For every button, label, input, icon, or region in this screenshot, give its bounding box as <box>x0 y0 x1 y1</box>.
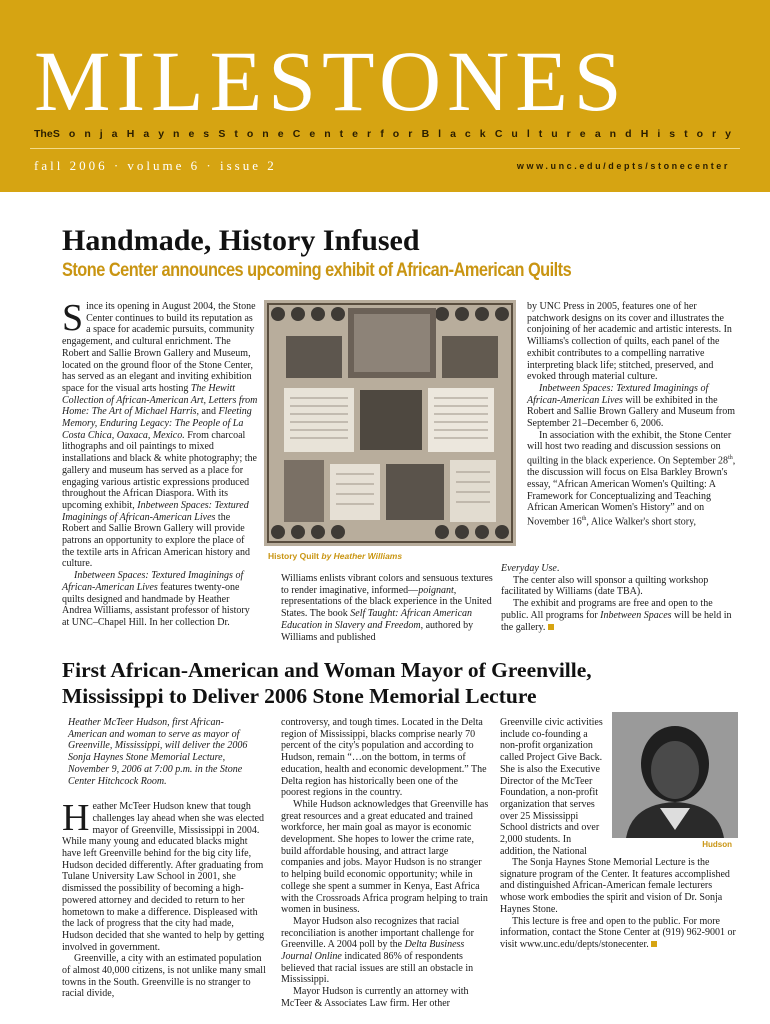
newsletter-title: MILESTONES <box>34 33 628 129</box>
body-text: indicated 86% of respondents believed that racial issues are still an obstacle in Mississippi. <box>281 951 474 986</box>
body-text: In association with the exhibit, the Stone Center will host two reading and discussion sessions on quilting in the black experience. On September 28 <box>527 429 732 467</box>
article2-intro: Heather McTeer Hudson, first African-American and woman to serve as mayor of Greenville, Mississippi, will deliver the 2006 Sonja Haynes Stone Memorial Lecture, November 9, 2006 at 7:00 p.m. in the Stone Center Hitchcock Room. <box>68 717 248 787</box>
subtitle-word: Haynes <box>126 128 219 140</box>
headline-line: Mississippi to Deliver 2006 Stone Memorial Lecture <box>62 684 537 708</box>
article2-column-1 <box>62 717 266 1000</box>
article2-column-3-top <box>500 717 608 856</box>
history-quilt-image <box>264 300 516 546</box>
body-text: ince its opening in August 2004, the Stone Center continues to build its reputation as a space for academic pursuits, community engagement, and cultural enrichment. The Robert and Sallie Brown Gallery and Museum, located on the ground floor of the Stone Center, has served as an elegant and inviting exhibition space for the visual arts hosting <box>62 301 256 394</box>
caption-text: History Quilt <box>268 551 322 561</box>
italic-title: Self Taught: African American Education in Slavery and Freedom <box>281 608 473 631</box>
subtitle-word: Stone <box>218 128 293 140</box>
issue-info: fall 2006 · volume 6 · issue 2 <box>34 158 277 173</box>
body-text: This lecture is free and open to the public. For more information, contact the Stone Center at (919) 962-9001 or visit www.unc.edu/depts/stonecenter. <box>500 915 736 950</box>
article1-subheadline: Stone Center announces upcoming exhibit of African-American Quilts <box>62 260 572 281</box>
body-text: The Sonja Haynes Stone Memorial Lecture is the signature program of the Center. It features accomplished and distinguished African-American female lecturers whose work embodies the spirit and vision of Dr. Sonja Haynes Stone. <box>500 857 730 915</box>
body-text: , the discussion will focus on Elsa Barkley Brown's essay, “African American Women's Quilting: A Framework for Conceptualizing and Teaching African American Women's History” and on November 16 <box>527 455 736 528</box>
italic-title: Everyday Use <box>501 563 557 574</box>
caption-credit: by Heather Williams <box>321 551 403 561</box>
body-text: features twenty-one quilts designed and handmade by Heather Andrea Williams, assistant professor of history at UNC–Chapel Hill. In her collection Dr. <box>62 581 250 628</box>
italic-title: Inbetween Spaces <box>600 609 672 621</box>
subtitle-word: and <box>594 128 641 140</box>
body-text: Williams enlists vibrant colors and sensuous textures to render imaginative, informed— <box>281 573 493 596</box>
article1-column-2 <box>281 573 503 643</box>
body-text: Mayor Hudson also recognizes that racial reconciliation is another important challenge for Greenville. A 2004 poll by the <box>281 915 474 951</box>
end-mark-icon <box>651 941 657 947</box>
article1-column-1 <box>62 297 258 629</box>
body-text: will be exhibited in the Robert and Sallie Brown Gallery and Museum from September 21–December 6, 2006. <box>527 394 736 430</box>
article1-column-3-bottom <box>501 563 739 633</box>
masthead <box>0 0 770 192</box>
body-text: . <box>556 563 560 574</box>
italic-title: Delta Business Journal Online <box>281 939 465 963</box>
body-text: , authored by Williams and published <box>281 619 474 643</box>
body-text: The exhibit and programs are free and open to the public. All programs for <box>501 598 713 621</box>
article1-column-3 <box>527 301 739 528</box>
subtitle-word: The <box>34 128 53 140</box>
superscript: th <box>728 455 733 462</box>
drop-cap: H <box>62 797 90 840</box>
subtitle-word: History <box>640 128 740 140</box>
body-text: will be held in the gallery. <box>501 609 732 633</box>
headline-line: First African-American and Woman Mayor of Greenville, <box>62 658 592 682</box>
italic-word: poignant <box>418 584 454 596</box>
masthead-subtitle <box>34 128 740 140</box>
body-text: the Robert and Sallie Brown Gallery will provide patrons an opportunity to explore the place of the textile arts in African American history and culture. <box>62 511 250 570</box>
italic-title: Fleeting Memory, Enduring Legacy: The People of La Costa Chica, Oaxaca, Mexico. <box>62 406 252 441</box>
quilt-caption <box>268 551 402 561</box>
body-text: From charcoal lithographs and oil paintings to mixed installations and black & white photography; the gallery and museum has served as a place for engaging various artistic expressions produced throughout the African Diaspora. With its upcoming exhibit, <box>62 429 257 511</box>
italic-title: Inbetween Spaces: Textured Imaginings of African-American Lives <box>527 382 709 406</box>
article2-headline <box>62 657 592 709</box>
masthead-divider <box>30 148 740 149</box>
website-url[interactable]: www.unc.edu/depts/stonecenter <box>516 161 730 171</box>
body-text: by UNC Press in 2005, features one of her patchwork designs on its cover and illustrates the conjoining of her academic and artistic interests. In Williams's collection of quilts, each panel of the exhibit contributes to a compelling narrative interpreting black life; stitched, preserved, and evoked through material culture. <box>527 301 732 383</box>
body-text: controversy, and tough times. Located in the Delta region of Mississippi, blacks comprise nearly 70 percent of the city's population and according to Hudson, remain “…on the bottom, in terms of education, health and economic development.” The Delta region has historically been one of the poorest regions in the country. <box>281 717 487 799</box>
body-text: Mayor Hudson is currently an attorney with McTeer & Associates Law firm. Her other <box>281 986 469 1009</box>
subtitle-word: Center <box>292 128 381 140</box>
superscript: th <box>581 515 587 522</box>
photo-caption: Hudson <box>702 840 732 849</box>
body-text: , Alice Walker's short story, <box>586 516 696 528</box>
end-mark-icon <box>548 624 554 630</box>
portrait-image <box>612 712 738 838</box>
subtitle-word: Black <box>421 128 495 140</box>
hudson-photo <box>612 712 738 838</box>
article2-column-2 <box>281 717 489 1010</box>
body-text: eather McTeer Hudson knew that tough challenges lay ahead when she was elected mayor of Greenville, Mississippi in 2004. While many young and educated blacks might have left Greenville behind for the big city life, Hudson decided differently. After graduating from Tulane University Law School in 2001, she dismissed the possibility of becoming a high-powered attorney and decided to return to her hometown to make a difference. Displeased with the lack of progress that the city had made, Hudson decided that she wanted to help by getting involved in government. <box>62 801 265 953</box>
body-text: Greenville civic activities include co-founding a non-profit organization called Project Give Back. She is also the Executive Director of the McTeer Foundation, a non-profit organization that serves over 25 Mississippi School districts and over 2,000 students. In addition, the National <box>500 717 603 856</box>
subtitle-word: Culture <box>494 128 595 140</box>
subtitle-word: Sonja <box>52 128 127 140</box>
drop-cap: S <box>62 297 84 339</box>
article2-column-3-bottom <box>500 857 738 951</box>
body-text: , representations of the black experience in the United States. The book <box>281 584 492 620</box>
body-text: The center also will sponsor a quilting workshop facilitated by Williams (date TBA). <box>501 574 709 598</box>
body-text: and <box>199 406 219 418</box>
italic-title: The Hewitt Collection of African-American Art, Letters from Home: The Art of Michael Harris, <box>62 382 258 418</box>
article1-headline: Handmade, History Infused <box>62 224 420 257</box>
italic-title: Inbetween Spaces: Textured Imaginings of African-American Lives <box>62 499 249 523</box>
italic-title: Inbetween Spaces: Textured Imaginings of African-American Lives <box>62 570 244 593</box>
body-text: Greenville, a city with an estimated population of almost 40,000 citizens, is not unlike many small towns in the South. Greenville is no stranger to racial divide, <box>62 953 266 1000</box>
body-text: While Hudson acknowledges that Greenville has great resources and a great educated and trained workforce, her main goal as mayor is economic development. She hopes to lower the crime rate, build affordable housing, and attract large companies and jobs. Mayor Hudson is no stranger to helping build economic opportunity; while in college she spent a summer in Kenya, East Africa with the Crossroads Africa program helping to train women in business. <box>281 798 489 916</box>
subtitle-word: for <box>380 128 422 140</box>
